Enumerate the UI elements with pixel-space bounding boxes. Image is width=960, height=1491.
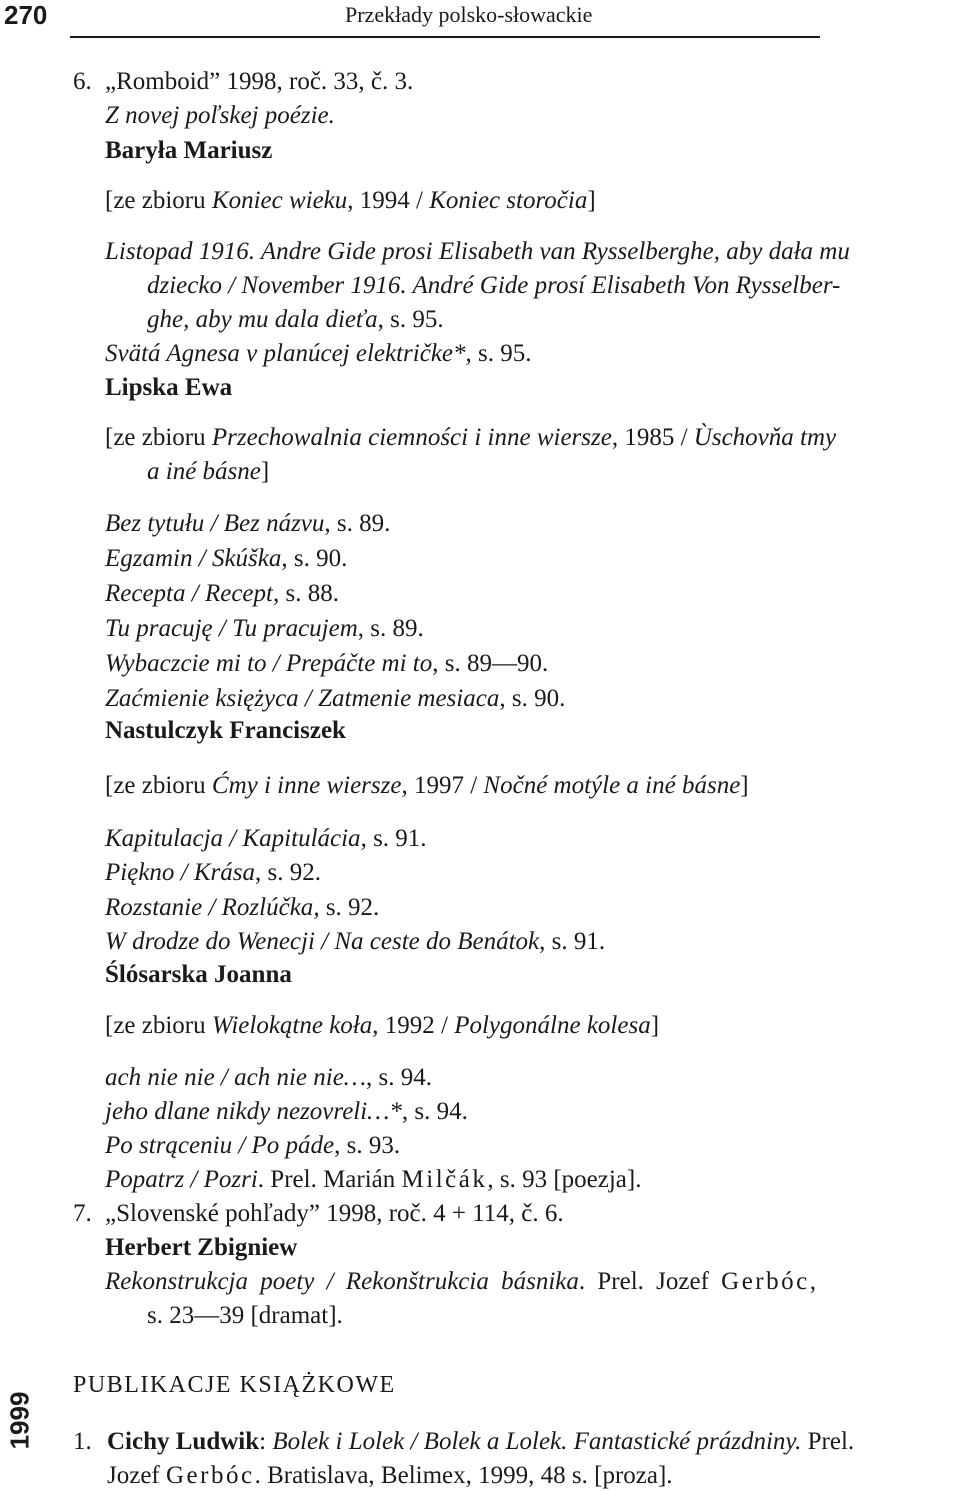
author-lipska: Lipska Ewa [105, 374, 233, 401]
nastulczyk-item: W drodze do Wenecji / Na ceste do Benátok, s. 91. [105, 928, 606, 955]
herbert-work-line-2: s. 23—39 [dramat]. [147, 1302, 343, 1329]
translator-name: Gerbóc [166, 1462, 255, 1489]
slosarska-item-last: Popatrz / Pozri. Prel. Marián Milčák, s. 93 [poezja]. [105, 1166, 642, 1193]
author-slosarska: Ślósarska Joanna [105, 961, 292, 988]
translator-name: Gerbóc [721, 1268, 810, 1295]
lipska-item: Wybaczcie mi to / Prepáčte mi to, s. 89—90. [105, 650, 549, 677]
collection-lipska-line-1: [ze zbioru Przechowalnia ciemności i inne wiersze, 1985 / Ùschovňa tmy [105, 424, 837, 451]
herbert-work-line-1: Rekonstrukcja poety / Rekonštrukcia básnika. Prel. Jozef Gerbóc, [105, 1268, 816, 1295]
entry-6-subtitle: Z novej poľskej poézie. [105, 102, 335, 129]
translator-name: Milčák [401, 1166, 488, 1193]
slosarska-item: ach nie nie / ach nie nie…, s. 94. [105, 1064, 433, 1091]
lipska-item: Recepta / Recept, s. 88. [105, 580, 339, 607]
baryla-poem-1-line-2: dziecko / November 1916. André Gide prosí Elisabeth Von Rysselber- [147, 272, 841, 299]
book-1-line-2: Jozef Gerbóc. Bratislava, Belimex, 1999, 48 s. [proza]. [107, 1462, 673, 1489]
lipska-item: Egzamin / Skúška, s. 90. [105, 545, 348, 572]
entry-6-title: „Romboid” 1998, roč. 33, č. 3. [105, 68, 414, 95]
running-head: Przekłady polsko-słowackie [345, 2, 593, 27]
entry-7-title: „Slovenské pohľady” 1998, roč. 4 + 114, č. 6. [105, 1200, 564, 1227]
collection-lipska-line-2: a iné básne] [147, 458, 270, 485]
section-heading: PUBLIKACJE KSIĄŻKOWE [73, 1372, 396, 1398]
author-nastulczyk: Nastulczyk Franciszek [105, 717, 346, 744]
book-1-line-1: Cichy Ludwik: Bolek i Lolek / Bolek a Lolek. Fantastické prázdniny. Prel. [107, 1428, 855, 1455]
entry-6-number: 6. [73, 68, 92, 95]
lipska-item: Zaćmienie księżyca / Zatmenie mesiaca, s. 90. [105, 685, 566, 712]
baryla-poem-1-line-1: Listopad 1916. Andre Gide prosi Elisabeth van Rysselberghe, aby dała mu [105, 238, 850, 265]
slosarska-item: jeho dlane nikdy nezovreli…*, s. 94. [105, 1098, 468, 1125]
header-rule [70, 36, 820, 38]
lipska-item: Tu pracuję / Tu pracujem, s. 89. [105, 615, 424, 642]
slosarska-item: Po strąceniu / Po páde, s. 93. [105, 1132, 401, 1159]
collection-baryla: [ze zbioru Koniec wieku, 1994 / Koniec storočia] [105, 187, 596, 214]
author-herbert: Herbert Zbigniew [105, 1234, 298, 1261]
lipska-item: Bez tytułu / Bez názvu, s. 89. [105, 510, 391, 537]
entry-7-number: 7. [73, 1200, 92, 1227]
collection-nastulczyk: [ze zbioru Ćmy i inne wiersze, 1997 / Nočné motýle a iné básne] [105, 772, 749, 799]
nastulczyk-item: Piękno / Krása, s. 92. [105, 859, 321, 886]
side-year: 1999 [4, 1391, 35, 1450]
page-number: 270 [4, 0, 48, 30]
baryla-poem-1-line-3: ghe, aby mu dala dieťa, s. 95. [147, 306, 444, 333]
nastulczyk-item: Rozstanie / Rozlúčka, s. 92. [105, 894, 380, 921]
collection-slosarska: [ze zbioru Wielokątne koła, 1992 / Polygonálne kolesa] [105, 1012, 660, 1039]
author-baryla: Baryła Mariusz [105, 137, 273, 164]
baryla-poem-2: Svätá Agnesa v planúcej električke*, s. 95. [105, 340, 532, 367]
book-1-number: 1. [73, 1428, 92, 1455]
nastulczyk-item: Kapitulacja / Kapitulácia, s. 91. [105, 825, 427, 852]
